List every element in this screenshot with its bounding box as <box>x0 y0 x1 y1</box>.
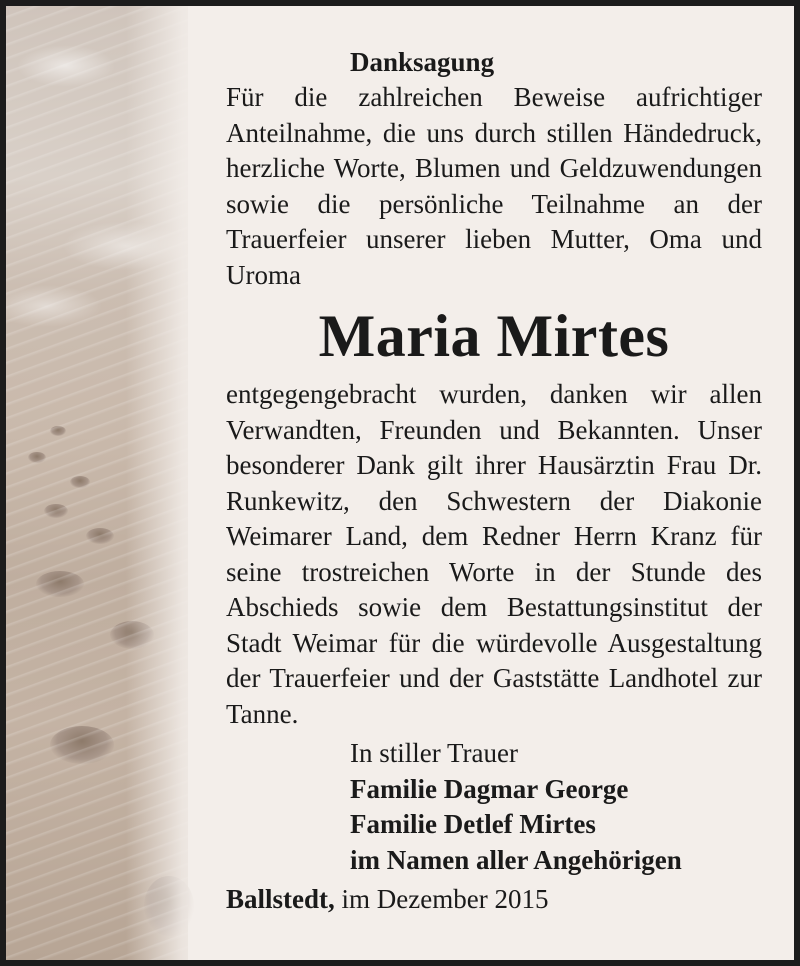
family-line: im Namen aller Angehörigen <box>350 844 682 875</box>
body-paragraph: entgegengebracht wurden, danken wir allen Verwandten, Freunden und Bekannten. Unser besonderer Dank gilt ihrer Hausärztin Frau Dr. Runkewitz, den Schwestern der Diakonie Weimarer Land, dem Redner Herrn Kranz für seine trostreichen Worte in der Stunde des Abschieds sowie dem Bestattungsinstitut der Stadt Weimar für die würdevolle Ausgestaltung der Trauerfeier und der Gaststätte Landhotel zur Tanne. <box>226 379 762 729</box>
signoff <box>226 736 762 878</box>
signoff-intro: In stiller Trauer <box>350 738 518 768</box>
family-line: Familie Dagmar George <box>350 773 629 804</box>
image-fade <box>126 6 206 960</box>
deceased-name: Maria Mirtes <box>318 303 670 369</box>
place-date-text: im Dezember 2015 <box>341 884 549 914</box>
family-line: Familie Detlef Mirtes <box>350 809 596 839</box>
intro-paragraph: Für die zahlreichen Beweise aufrichtiger Anteilnahme, die uns durch stillen Händedruck, herzliche Worte, Blumen und Geldzuwendungen sowie die persönliche Teilnahme an der Trauerfeier unserer lieben Mutter, Oma und Uroma <box>226 82 762 290</box>
place-town: Ballstedt, <box>226 884 342 914</box>
place-date <box>226 882 762 918</box>
heading: Danksagung <box>350 47 495 77</box>
notice-text <box>226 44 762 918</box>
